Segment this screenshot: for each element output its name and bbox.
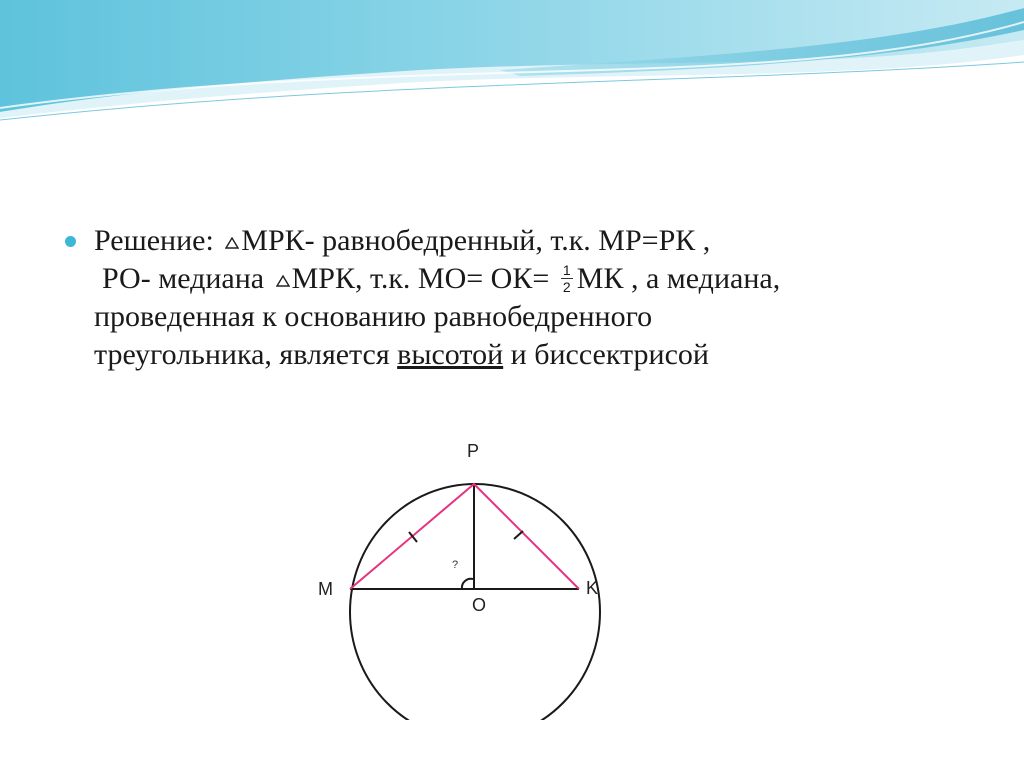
line-2-part-b: МРК, т.к. МО= ОК=: [291, 262, 550, 295]
underlined-word: высотой: [397, 338, 504, 371]
label-p: P: [467, 441, 480, 461]
bullet-icon: [65, 236, 76, 247]
line-4: [94, 336, 982, 374]
header-wave-decoration: [0, 0, 1024, 140]
question-mark-label: ?: [452, 559, 459, 571]
line-4-part-a: треугольника, является: [94, 338, 390, 371]
line-1-text: МРК- равнобедренный, т.к. МР=РК ,: [241, 224, 711, 257]
one-half-fraction: [561, 263, 573, 294]
label-k: K: [586, 578, 599, 598]
line-3: проведенная к основанию равнобедренного: [94, 300, 653, 333]
label-o: O: [472, 595, 487, 615]
triangle-symbol-icon: [276, 275, 290, 287]
solution-prefix: Решение:: [94, 224, 214, 257]
label-m: M: [318, 579, 333, 599]
triangle-symbol-icon: [225, 237, 239, 249]
line-2-part-a: РО- медиана: [102, 262, 265, 295]
geometry-figure: [303, 424, 609, 720]
line-2-part-c: МК , а медиана,: [576, 262, 781, 295]
line-1: [94, 222, 982, 260]
line-2: [94, 260, 982, 298]
fraction-numerator: 1: [562, 261, 571, 278]
solution-text: [62, 222, 982, 374]
line-4-part-b: и биссектрисой: [510, 338, 709, 371]
fraction-denominator: 2: [562, 278, 571, 295]
